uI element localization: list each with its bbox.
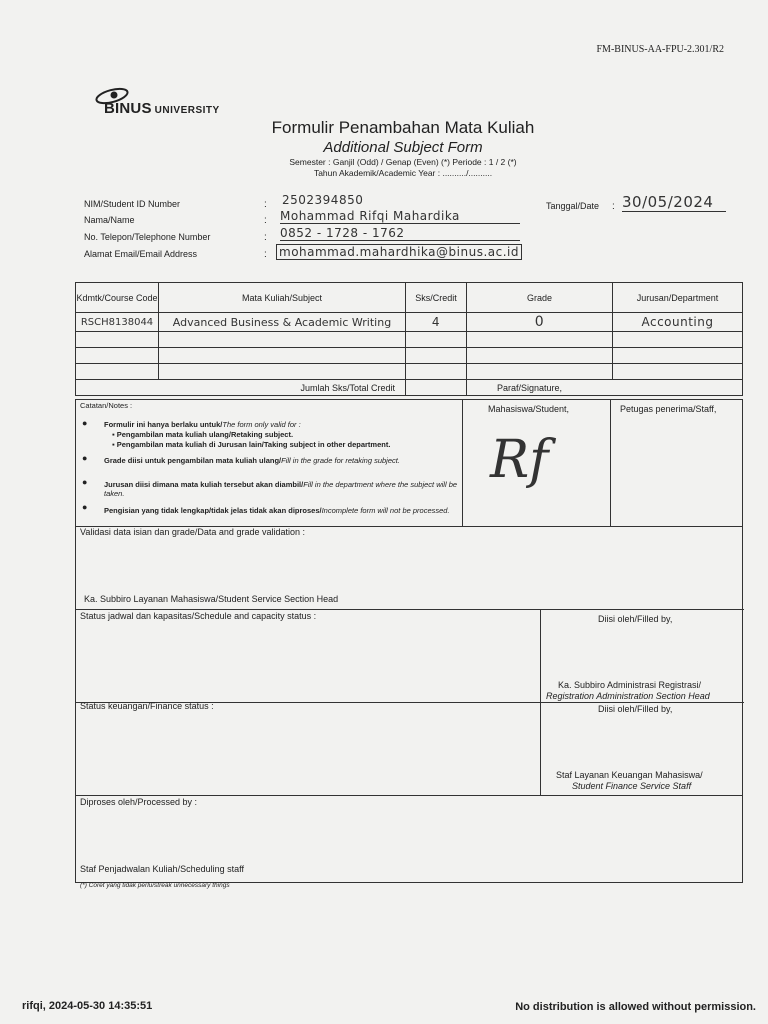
finance-filled-by: Diisi oleh/Filled by, [598, 704, 673, 714]
note-4: Pengisian yang tidak lengkap/tidak jelas tidak akan diproses/Incomplete form will not be processed. [104, 506, 450, 515]
cell-kode[interactable]: RSCH8138044 [76, 313, 159, 332]
form-code: FM-BINUS-AA-FPU-2.301/R2 [596, 44, 724, 55]
email-colon: : [264, 249, 267, 260]
telepon-colon: : [264, 232, 267, 243]
header-grade: Grade [467, 283, 613, 313]
tanggal-label: Tanggal/Date [546, 201, 600, 211]
finance-label: Status keuangan/Finance status : [80, 701, 214, 711]
schedule-label: Status jadwal dan kapasitas/Schedule and capacity status : [80, 611, 317, 621]
footnote: (*) Coret yang tidak perlu/streak unnecessary things [80, 882, 230, 889]
table-row [76, 332, 743, 348]
table-row [76, 348, 743, 364]
telepon-value[interactable]: 0852 - 1728 - 1762 [280, 226, 520, 241]
note-bullet: ● [82, 418, 88, 428]
logo-suffix: UNIVERSITY [154, 105, 220, 116]
total-row [76, 380, 743, 396]
note-bullet: ● [82, 477, 88, 487]
footer-distribution-notice: No distribution is allowed without permission. [515, 1001, 756, 1013]
logo-brand: BINUS [104, 100, 152, 117]
header-jurusan: Jurusan/Department [613, 283, 743, 313]
form-title-id: Formulir Penambahan Mata Kuliah [271, 118, 535, 137]
note-1a: ▪ Pengambilan mata kuliah ulang/Retaking subject. [112, 430, 294, 439]
footer-user-timestamp: rifqi, 2024-05-30 14:35:51 [22, 1000, 153, 1012]
form-title-en: Additional Subject Form [323, 139, 483, 156]
nim-label: NIM/Student ID Number [84, 199, 181, 209]
header-kode: Kdmtk/Course Code [76, 283, 159, 313]
processed-label: Diproses oleh/Processed by : [80, 797, 198, 807]
student-signature: Rf [490, 430, 549, 490]
course-table [75, 282, 743, 396]
nim-colon: : [264, 199, 267, 210]
semester-line: Semester : Ganjil (Odd) / Genap (Even) (*) Periode : 1 / 2 (*) [289, 157, 517, 167]
nama-colon: : [264, 215, 267, 226]
signature-label: Paraf/Signature, [467, 380, 743, 396]
processed-signer: Staf Penjadwalan Kuliah/Scheduling staff [80, 864, 244, 874]
note-bullet: ● [82, 453, 88, 463]
note-1b: ▪ Pengambilan mata kuliah di Jurusan lain/Taking subject in other department. [112, 440, 391, 449]
header-mata-kuliah: Mata Kuliah/Subject [159, 283, 406, 313]
academic-year-line: Tahun Akademik/Academic Year : ........../.......... [313, 168, 493, 178]
nama-value[interactable]: Mohammad Rifqi Mahardika [280, 209, 520, 224]
staff-signature-area [610, 399, 743, 527]
schedule-filled-by: Diisi oleh/Filled by, [598, 614, 673, 624]
finance-signer-1: Staf Layanan Keuangan Mahasiswa/ [556, 770, 703, 780]
cell-mata-kuliah[interactable]: Advanced Business & Academic Writing [159, 313, 406, 332]
schedule-signer-2: Registration Administration Section Head [546, 691, 710, 701]
nama-label: Nama/Name [84, 215, 135, 225]
table-row [76, 313, 743, 332]
tanggal-value[interactable]: 30/05/2024 [622, 193, 726, 212]
note-1: Formulir ini hanya berlaku untuk/The form only valid for : [104, 420, 301, 429]
staff-signature-label: Petugas penerima/Staff, [620, 404, 717, 414]
cell-grade[interactable]: 0 [467, 313, 613, 332]
note-3: Jurusan diisi dimana mata kuliah tersebut akan diambil/Fill in the department where the subject will be taken. [104, 480, 458, 498]
schedule-signer-1: Ka. Subbiro Administrasi Registrasi/ [558, 680, 702, 690]
cell-sks[interactable]: 4 [406, 313, 467, 332]
note-bullet: ● [82, 502, 88, 512]
table-row [76, 364, 743, 380]
tanggal-colon: : [612, 201, 615, 212]
email-label: Alamat Email/Email Address [84, 249, 198, 259]
student-signature-label: Mahasiswa/Student, [488, 404, 570, 414]
cell-jurusan[interactable]: Accounting [613, 313, 743, 332]
table-header-row [76, 283, 743, 313]
header-sks: Sks/Credit [406, 283, 467, 313]
validation-label: Validasi data isian dan grade/Data and grade validation : [80, 527, 305, 537]
email-value[interactable]: mohammad.mahardhika@binus.ac.id [276, 244, 522, 260]
telepon-label: No. Telepon/Telephone Number [84, 232, 211, 242]
finance-signer-2: Student Finance Service Staff [572, 781, 692, 791]
note-2: Grade diisi untuk pengambilan mata kuliah ulang/Fill in the grade for retaking subject. [104, 456, 400, 465]
logo-text [104, 100, 220, 117]
nim-value[interactable]: 2502394850 [282, 193, 364, 207]
notes-title: Catatan/Notes : [80, 401, 133, 410]
validation-signer: Ka. Subbiro Layanan Mahasiswa/Student Service Section Head [84, 594, 339, 604]
total-credit-label: Jumlah Sks/Total Credit [76, 380, 406, 396]
